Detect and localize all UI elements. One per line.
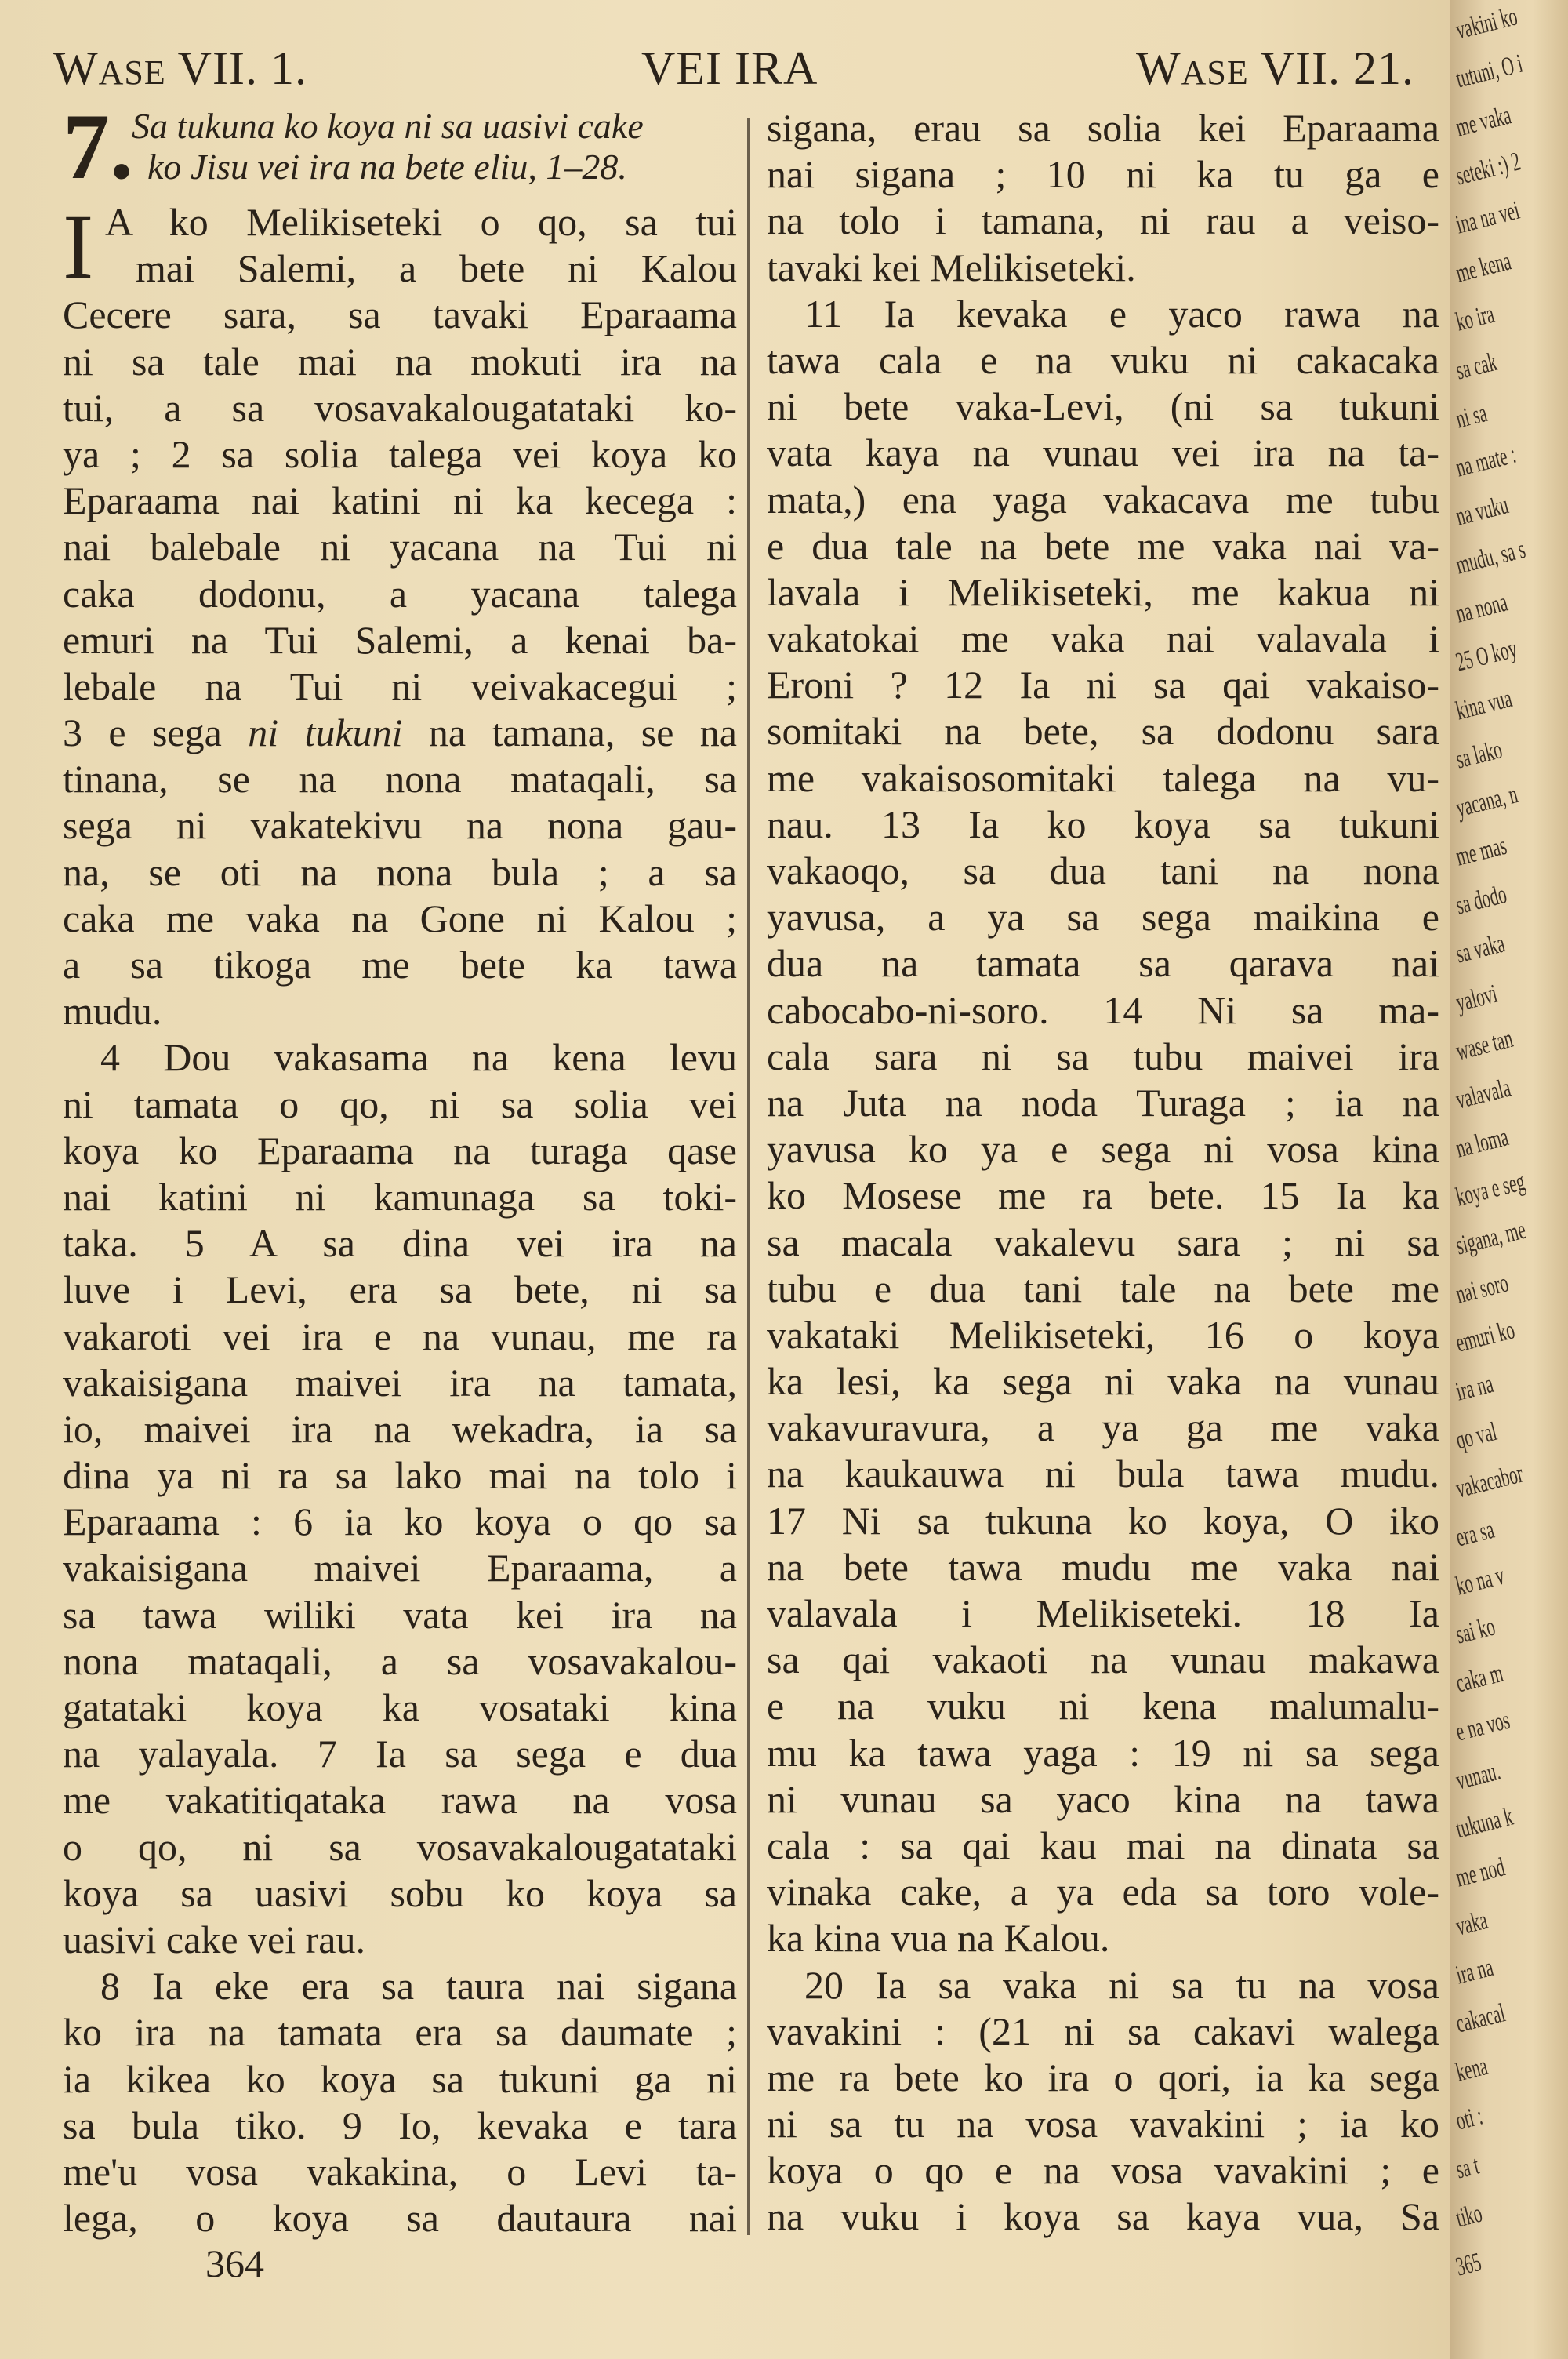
facing-page-fragment: vakini ko [1453,2,1521,45]
facing-page-fragment: me vaka [1453,100,1515,143]
text-line: Eparaama nai katini ni ka kecega : [63,478,737,523]
text-line: vakaisigana maivei Eparaama, a [63,1546,737,1590]
text-line: ka kina vua na Kalou. [767,1916,1110,1961]
text-line: e na vuku ni kena malumalu- [767,1684,1439,1728]
text-line: ia kikea ko koya sa tukuni ga ni [63,2056,737,2101]
text-line: sigana, erau sa solia kei Eparaama [767,106,1439,150]
facing-page-fragment: koya e seg [1453,1167,1528,1212]
text-line: koya o qo e na vosa vavakini ; e [767,2148,1439,2193]
text-line: mata,) ena yaga vakacava me tubu [767,477,1439,522]
column-divider [747,118,750,2235]
text-line: ko Mosese me ra bete. 15 Ia ka [767,1173,1439,1218]
head-left-rest: VII. 1. [165,42,307,94]
facing-page-fragment: kena [1453,2051,1490,2088]
facing-page-fragment: sa dodo [1453,879,1510,921]
facing-page-fragment: era sa [1453,1514,1497,1553]
facing-page-fragment: valavala [1453,1073,1514,1115]
facing-page-fragment: na loma [1453,1122,1512,1164]
text-line: na vuku i koya sa kaya vua, Sa [767,2194,1439,2239]
facing-page-fragment: yalovi [1453,979,1501,1018]
text-line: yavusa, a ya sa sega maikina e [767,895,1439,940]
left-column [63,195,737,2241]
text-line: ka lesi, ka sega ni vaka na vunau [767,1359,1439,1404]
text-line: vakaisigana maivei ira na tamata, [63,1360,737,1405]
text-line: na yalayala. 7 Ia sa sega e dua [63,1732,737,1776]
text-line: Eparaama : 6 ia ko koya o qo sa [63,1499,737,1544]
text-line: o qo, ni sa vosavakalougatataki [63,1824,737,1869]
text-line: sa qai vakaoti na vunau makawa [767,1637,1439,1682]
head-right-rest: VII. 21. [1248,42,1414,94]
text-line: koya sa uasivi sobu ko koya sa [63,1870,737,1915]
text-line: vavakini : (21 ni sa cakavi walega [767,2008,1439,2053]
text-line: me'u vosa vakakina, o Levi ta- [63,2149,737,2194]
facing-page-fragment: qo val [1453,1416,1500,1456]
right-column [767,105,1439,2241]
facing-page-fragment: me nod [1453,1852,1508,1893]
summary-line: ko Jisu vei ira na bete eliu, 1–28. [147,147,627,187]
facing-page-fragment: tukuna k [1453,1801,1516,1845]
text-segment: 3 e sega [63,711,249,755]
facing-page-fragment: kina vua [1453,684,1515,726]
text-line: a sa tikoga me bete ka tawa [63,943,737,987]
text-line: vakaoqo, sa dua tani na nona [767,849,1439,892]
facing-page-fragment: me mas [1453,831,1510,872]
text-line: mu ka tawa yaga : 19 ni sa sega [767,1730,1439,1775]
head-left-cap: W [53,42,99,94]
facing-page-fragment: ira na [1453,1369,1497,1407]
text-line: taka. 5 A sa dina vei ira na [63,1221,737,1266]
text-line: tavaki kei Melikiseteki. [767,245,1136,289]
text-line: na, se oti na nona bula ; a sa [63,849,737,894]
text-line: ko ira na tamata era sa daumate ; [63,2010,737,2055]
facing-page-fragment: vakacabor [1453,1459,1526,1504]
text-line: uasivi cake vei rau. [63,1917,365,1961]
facing-page-fragment: emuri ko [1453,1315,1518,1358]
facing-page-fragment: me kena [1453,246,1515,289]
text-line: me ra bete ko ira o qori, ia ka sega [767,2055,1439,2099]
text-line: sega ni vakatekivu na nona gau- [63,803,737,848]
text-line: nai katini ni kamunaga sa toki- [63,1174,737,1219]
text-line: sa tawa wiliki vata kei ira na [63,1592,737,1637]
italic-text: ni tukuni [248,711,403,755]
text-line: vakavuravura, a ya ga me vaka [767,1405,1439,1450]
text-line: cala : sa qai kau mai na dinata sa [767,1823,1439,1867]
text-line: lavala i Melikiseteki, me kakua ni [767,569,1439,614]
text-line: ni bete vaka-Levi, (ni sa tukuni [767,384,1439,429]
text-line: nau. 13 Ia ko koya sa tukuni [767,801,1439,846]
chapter-number: 7. [63,94,133,198]
text-line: emuri na Tui Salemi, a kenai ba- [63,617,737,662]
facing-page-fragment: ira na [1453,1953,1497,1990]
facing-page-fragment: 25 O koy [1453,634,1520,678]
text-line: caka dodonu, a yacana talega [63,571,737,616]
text-line: mai Salemi, a bete ni Kalou [136,246,737,291]
facing-page-fragment: na vuku [1453,490,1512,532]
facing-page-fragment: yacana, n [1453,780,1521,823]
facing-page-fragment: vaka [1453,1905,1490,1942]
facing-page-fragment: wase tan [1453,1023,1516,1067]
facing-page-fragment: na mate : [1453,439,1519,483]
text-line: 20 Ia sa vaka ni sa tu na vosa [804,1962,1439,2007]
text-line: 4 Dou vakasama na kena levu [100,1035,737,1080]
text-line: ni sa tale mai na mokuti ira na [63,339,737,383]
text-line: vakataki Melikiseteki, 16 o koya [767,1312,1439,1357]
facing-page-fragment: ni sa [1453,398,1490,434]
facing-page-fragment: oti : [1453,2101,1486,2136]
text-line: mudu. [63,989,162,1034]
text-line: cala sara ni sa tubu maivei ira [767,1034,1439,1078]
facing-page-fragment: nai soro [1453,1268,1512,1310]
text-line: koya ko Eparaama na turaga qase [63,1128,737,1172]
running-head-left [53,41,307,100]
text-line: lebale na Tui ni veivakacegui ; [63,663,737,708]
facing-page-fragment: mudu, sa s [1453,534,1529,580]
text-line: 17 Ni sa tukuna ko koya, O iko [767,1498,1439,1543]
facing-page-fragment: tutuni, O i [1453,49,1526,94]
text-line: vakaroti vei ira e na vunau, me ra [63,1314,737,1358]
facing-page-fragment: na nona [1453,587,1511,629]
facing-page-fragment: cakacal [1453,1998,1508,2039]
running-head-title: VEI IRA [641,42,818,94]
text-line [63,710,737,756]
facing-page-fragment: ko ira [1453,299,1497,337]
text-line: tinana, se na nona mataqali, sa [63,757,737,801]
facing-page-fragment: ko na v [1453,1561,1508,1601]
facing-page-fragment: sa vaka [1453,929,1508,969]
text-line: 11 Ia kevaka e yaco rawa na [804,291,1439,336]
text-line: lega, o koya sa dautaura nai [63,2196,737,2241]
text-line: caka me vaka na Gone ni Kalou ; [63,896,737,940]
facing-page-fragment: caka m [1453,1658,1506,1699]
text-line: nona mataqali, a sa vosavakalou- [63,1638,737,1683]
text-line: nai sigana ; 10 ni ka tu ga e [767,152,1439,197]
text-line: vata kaya na vunau vei ira na ta- [767,431,1439,475]
text-line: somitaki na bete, sa dodonu sara [767,709,1439,754]
text-line: ni sa tu na vosa vavakini ; ia ko [767,2102,1439,2146]
text-line: vinaka cake, a ya eda sa toro vole- [767,1870,1439,1914]
text-line: sa macala vakalevu sara ; ni sa [767,1219,1439,1264]
head-left-small: ASE [98,53,166,92]
text-line: ni vunau sa yaco kina na tawa [767,1776,1439,1821]
text-line: 8 Ia eke era sa taura nai sigana [100,1964,737,2008]
text-line: tawa cala e na vuku ni cakacaka [767,337,1439,382]
text-line: na tolo i tamana, ni rau a veiso- [767,198,1439,243]
text-line: dina ya ni ra sa lako mai na tolo i [63,1453,737,1498]
text-line: luve i Levi, era sa bete, ni sa [63,1267,737,1312]
head-right-cap: W [1136,42,1181,94]
facing-page-fragment: sa cak [1453,347,1500,386]
text-line: nai balebale ni yacana na Tui ni [63,525,737,569]
facing-page-edge [1450,0,1568,2359]
text-line: cabocabo-ni-soro. 14 Ni sa ma- [767,987,1439,1032]
text-line: Eroni ? 12 Ia ni sa qai vakaiso- [767,663,1439,707]
facing-page-fragment: sigana, me [1453,1215,1529,1261]
text-line: na kaukauwa ni bula tawa mudu. [767,1452,1439,1496]
drop-cap: I [63,195,94,298]
chapter-summary [63,94,737,198]
text-line: tubu e dua tani tale na bete me [767,1266,1439,1310]
page-number: 364 [205,2241,264,2285]
text-line: ni tamata o qo, ni sa solia vei [63,1081,737,1126]
summary-line: Sa tukuna ko koya ni sa uasivi cake [132,106,644,146]
head-right-small: ASE [1181,53,1249,92]
facing-page-fragment: tiko [1453,2198,1486,2234]
text-line: gatataki koya ka vosataki kina [63,1685,737,1729]
text-segment: na tamana, se na [402,711,737,755]
text-line: Cecere sara, sa tavaki Eparaama [63,293,737,337]
facing-page-fragment: sai ko [1453,1612,1498,1650]
facing-page-fragment: e na vos [1453,1705,1513,1747]
running-head-right [1136,41,1414,100]
text-line: e dua tale na bete me vaka nai va- [767,523,1439,568]
text-line: dua na tamata sa qarava nai [767,941,1439,986]
facing-page-fragment: seteki :) 2 [1453,147,1524,191]
facing-page-fragment: vunau. [1453,1756,1504,1796]
text-line: ya ; 2 sa solia talega vei koya ko [63,431,737,476]
text-line: io, maivei ira na wekadra, ia sa [63,1406,737,1451]
facing-page-fragment: ina na vei [1453,195,1523,240]
text-line: valavala i Melikiseteki. 18 Ia [767,1591,1439,1635]
text-line: tui, a sa vosavakalougatataki ko- [63,385,737,430]
text-line: me vakaisosomitaki talega na vu- [767,755,1439,800]
text-line: me vakatitiqataka rawa na vosa [63,1778,737,1823]
text-line: A ko Melikiseteki o qo, sa tui [105,200,737,244]
facing-page-fragment: sa t [1453,2150,1483,2185]
text-line: na bete tawa mudu me vaka nai [767,1544,1439,1589]
text-line: yavusa ko ya e sega ni vosa kina [767,1127,1439,1172]
facing-page-fragment: 365 [1453,2247,1485,2282]
text-line: na Juta na noda Turaga ; ia na [767,1080,1439,1125]
text-line: vakatokai me vaka nai valavala i [767,616,1439,661]
text-line: sa bula tiko. 9 Io, kevaka e tara [63,2103,737,2147]
facing-page-fragment: sa lako [1453,735,1505,775]
